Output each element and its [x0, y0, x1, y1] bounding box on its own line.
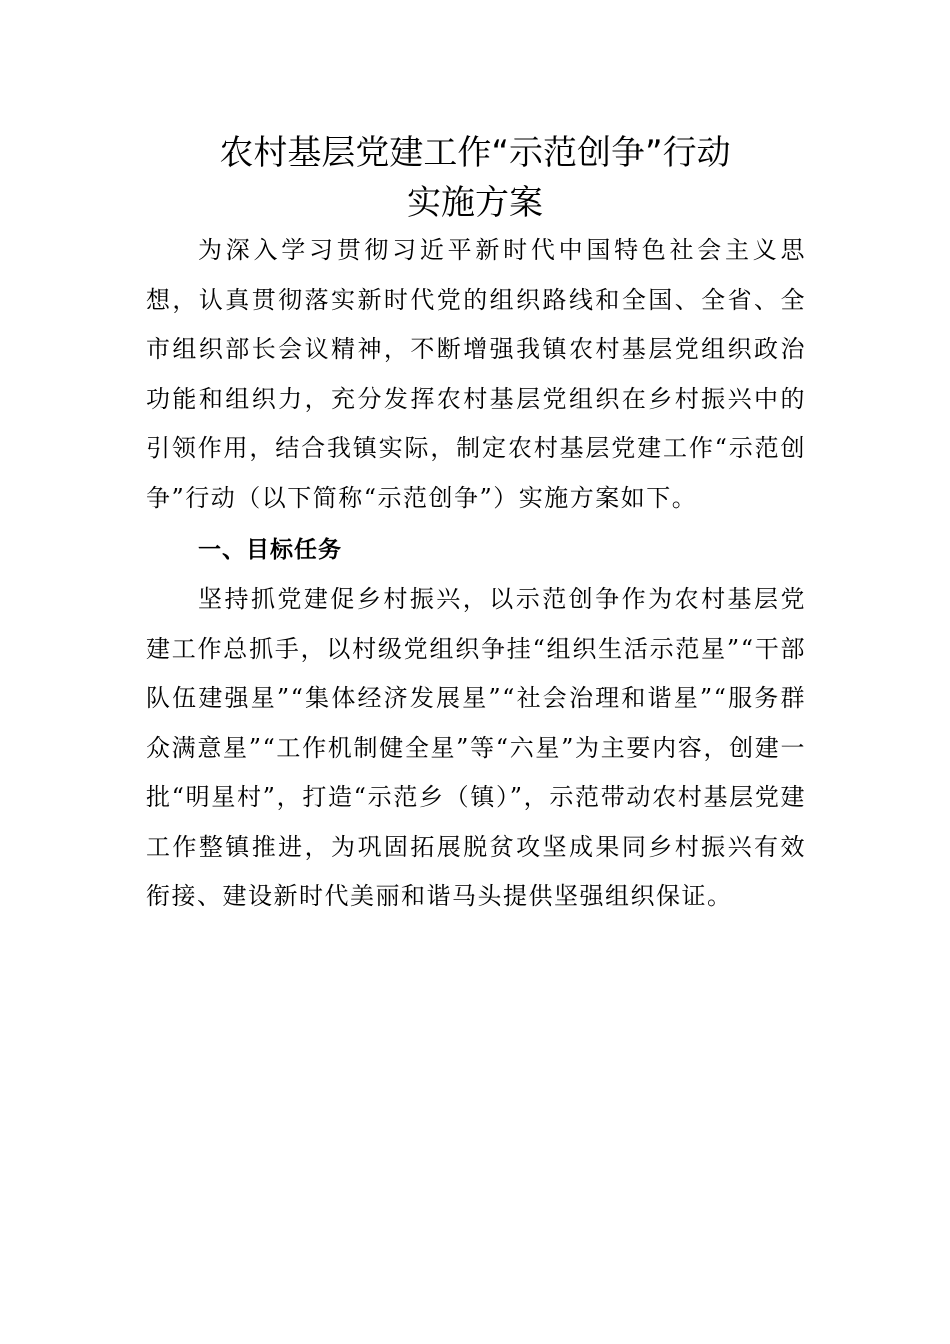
goals-paragraph: 坚持抓党建促乡村振兴，以示范创争作为农村基层党建工作总抓手，以村级党组织争挂“组织生活示范星”“干部队伍建强星”“集体经济发展星”“社会治理和谐星”“服务群众满意星”“工作机制健全星”等“六星”为主要内容，创建一批“明星村”，打造“示范乡（镇）”，示范带动农村基层党建工作整镇推进，为巩固拓展脱贫攻坚成果同乡村振兴有效衔接、建设新时代美丽和谐马头提供坚强组织保证。 [146, 585, 806, 910]
document-title-line-1: 农村基层党建工作“示范创争”行动 [219, 133, 731, 173]
intro-paragraph: 为深入学习贯彻习近平新时代中国特色社会主义思想，认真贯彻落实新时代党的组织路线和全国、全省、全市组织部长会议精神，不断增强我镇农村基层党组织政治功能和组织力，充分发挥农村基层党组织在乡村振兴中的引领作用，结合我镇实际，制定农村基层党建工作“示范创争”行动（以下简称“示范创争”）实施方案如下。 [146, 236, 806, 512]
document-title-line-2: 实施方案 [407, 183, 543, 223]
section-heading-goals: 一、目标任务 [198, 537, 342, 563]
